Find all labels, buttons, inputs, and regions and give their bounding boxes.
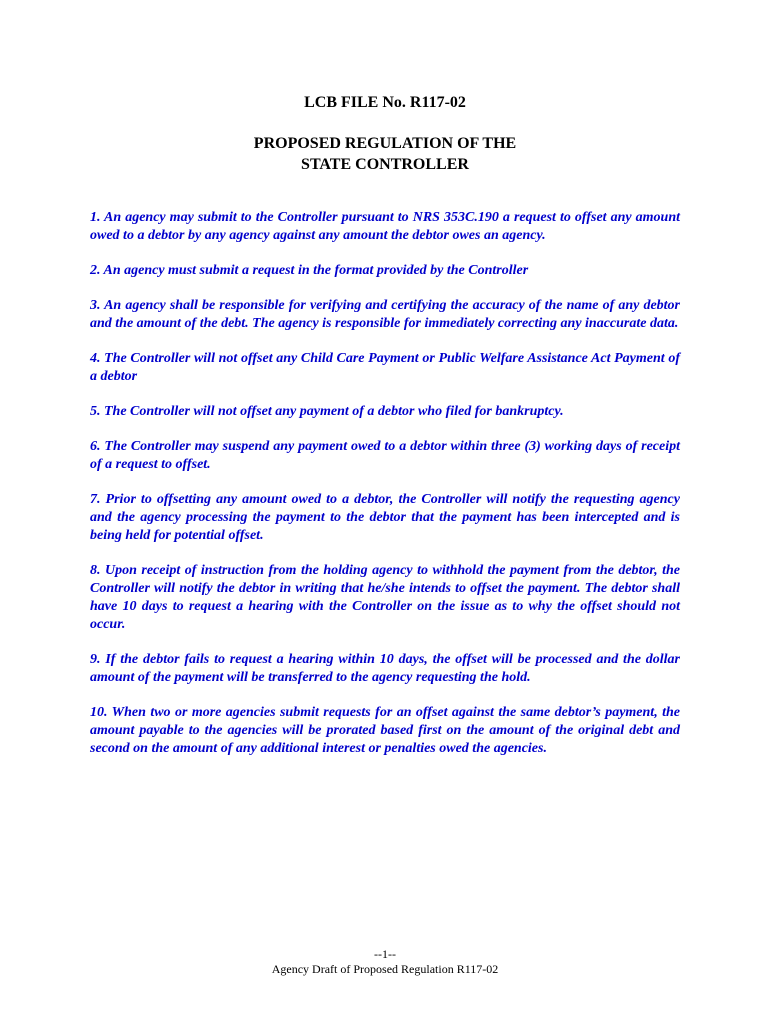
page-footer [0, 947, 770, 977]
title-line-2: STATE CONTROLLER [301, 156, 469, 173]
regulation-paragraph-9: 9. If the debtor fails to request a hearing within 10 days, the offset will be processed and the dollar amount of the payment will be transferred to the agency requesting the hold. [90, 652, 680, 685]
document-title [0, 133, 770, 175]
footer-caption: Agency Draft of Proposed Regulation R117-02 [271, 962, 499, 976]
regulation-paragraph-7: 7. Prior to offsetting any amount owed to a debtor, the Controller will notify the requesting agency and the agency processing the payment to the debtor that the payment has been intercepted and is being held for potential offset. [90, 492, 680, 543]
title-line-1: PROPOSED REGULATION OF THE [253, 135, 517, 152]
regulation-paragraph-6: 6. The Controller may suspend any payment owed to a debtor within three (3) working days of receipt of a request to offset. [90, 439, 680, 472]
regulation-paragraph-5: 5. The Controller will not offset any payment of a debtor who filed for bankruptcy. [90, 404, 564, 419]
regulation-paragraph-8: 8. Upon receipt of instruction from the holding agency to withhold the payment from the debtor, the Controller will notify the debtor in writing that he/she intends to offset the payment. The debtor shall have 10 days to request a hearing with the Controller on the issue as to why the offset should not occur. [90, 563, 680, 632]
regulation-paragraph-3: 3. An agency shall be responsible for verifying and certifying the accuracy of the name of any debtor and the amount of the debt. The agency is responsible for immediately correcting any inaccurate data. [90, 298, 680, 331]
regulation-paragraph-2: 2. An agency must submit a request in the format provided by the Controller [90, 263, 529, 278]
regulation-paragraph-1: 1. An agency may submit to the Controller pursuant to NRS 353C.190 a request to offset any amount owed to a debtor by any agency against any amount the debtor owes an agency. [90, 210, 680, 243]
regulation-paragraph-10: 10. When two or more agencies submit requests for an offset against the same debtor’s payment, the amount payable to the agencies will be prorated based first on the amount of the original debt and second on the amount of any additional interest or penalties owed the agencies. [90, 705, 680, 756]
regulation-paragraph-4: 4. The Controller will not offset any Child Care Payment or Public Welfare Assistance Act Payment of a debtor [90, 351, 680, 384]
file-number-heading: LCB FILE No. R117-02 [304, 94, 466, 111]
regulation-body [90, 209, 680, 775]
page-number: --1-- [374, 947, 396, 961]
